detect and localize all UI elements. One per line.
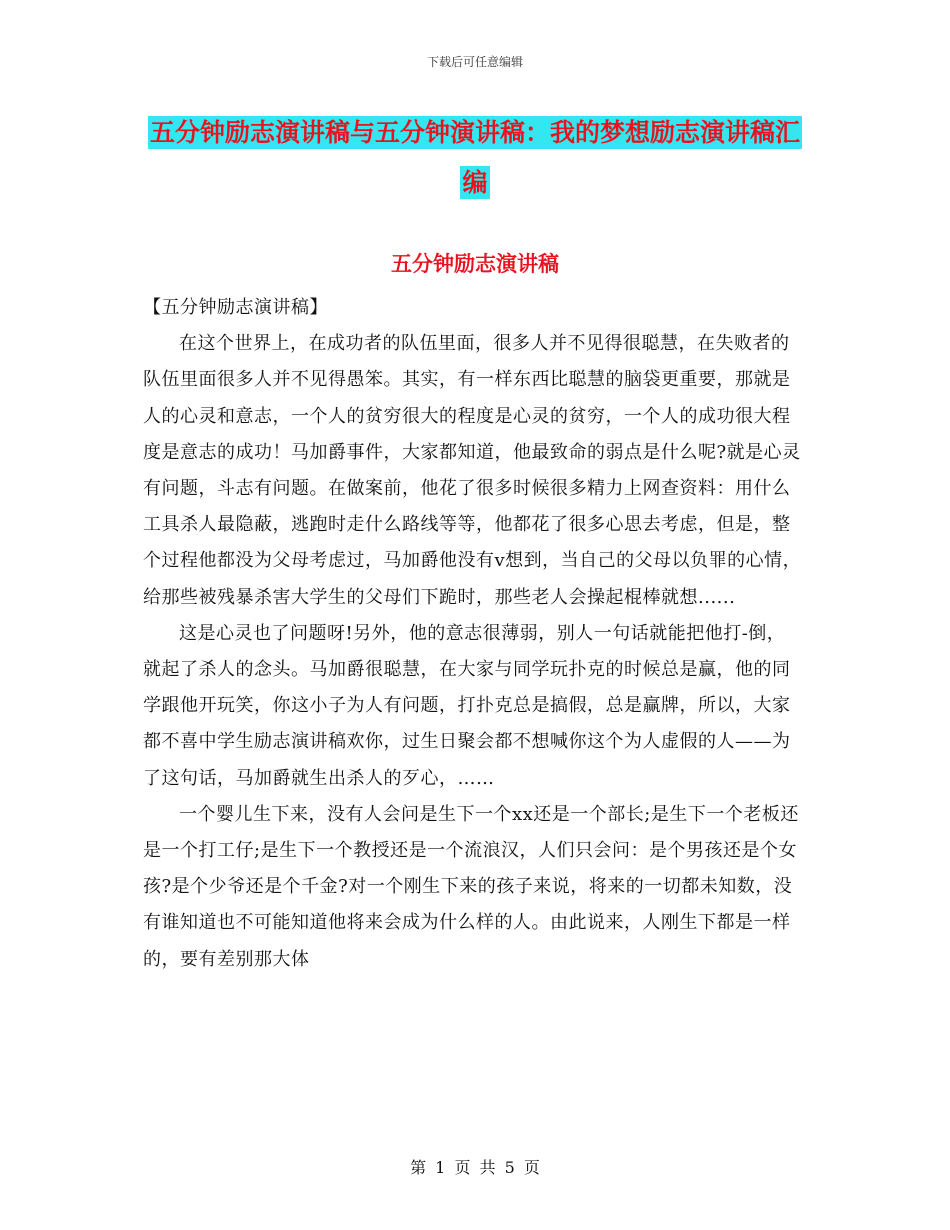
section-title: 五分钟励志演讲稿 [391, 252, 559, 276]
paragraph: 一个婴儿生下来，没有人会问是生下一个xx还是一个部长;是生下一个老板还是一个打工仔;是生下一个教授还是一个流浪汉，人们只会问：是个男孩还是个女孩?是个少爷还是个千金?对一个刚生下来的孩子来说，将来的一切都未知数，没有谁知道也不可能知道他将来会成为什么样的人。由此说来，人刚生下都是一样的，要有差别那大体 [143, 803, 799, 970]
page-number-footer: 第 1 页 共 5 页 [410, 1158, 540, 1177]
paragraph: 这是心灵也了问题呀!另外，他的意志很薄弱，别人一句话就能把他打-倒，就起了杀人的念头。马加爵很聪慧，在大家与同学玩扑克的时候总是赢，他的同学跟他开玩笑，你这小子为人有问题，打扑克总是搞假，总是赢牌，所以，大家都不喜中学生励志演讲稿欢你，过生日聚会都不想喊你这个为人虚假的人——为了这句话，马加爵就生出杀人的歹心，…… [143, 622, 791, 789]
document-title-text: 五分钟励志演讲稿与五分钟演讲稿：我的梦想励志演讲稿汇编 [149, 118, 800, 197]
header-note: 下载后可任意编辑 [426, 55, 523, 69]
paragraph: 在这个世界上，在成功者的队伍里面，很多人并不见得很聪慧，在失败者的队伍里面很多人并不见得愚笨。其实，有一样东西比聪慧的脑袋更重要，那就是人的心灵和意志，一个人的贫穷很大的程度是心灵的贫穷，一个人的成功很大程度是意志的成功！马加爵事件，大家都知道，他最致命的弱点是什么呢?就是心灵有问题，斗志有问题。在做案前，他花了很多时候很多精力上网查资料：用什么工具杀人最隐蔽，逃跑时走什么路线等等，他都花了很多心思去考虑，但是，整个过程他都没为父母考虑过，马加爵他没有v想到，当自己的父母以负罪的心情，给那些被残暴杀害大学生的父母们下跪时，那些老人会操起棍棒就想...... [143, 333, 802, 608]
subhead: 【五分钟励志演讲稿】 [143, 297, 328, 318]
document-title [140, 108, 810, 208]
document-body [143, 290, 803, 978]
